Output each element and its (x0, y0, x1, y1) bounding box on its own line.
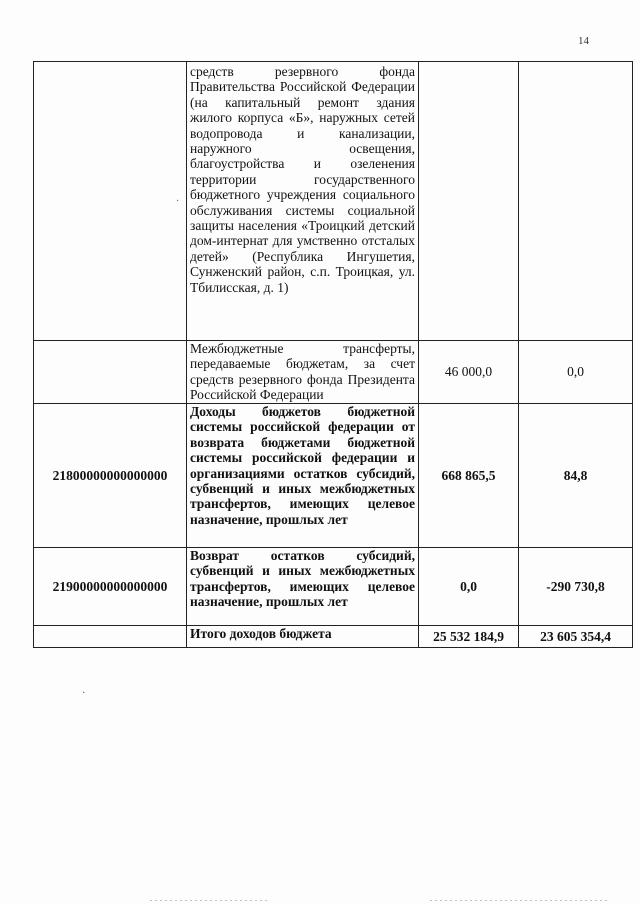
amount-actual-cell: 84,8 (519, 404, 633, 548)
description-text: средств резервного фонда Правительства Российской Федерации (на капитальный ремонт здания жилого корпуса «Б», наружных сетей водопровода и канализации, наружного освещения, благоустройства и озеленения территории государственного бюджетного учреждения социального обслуживания системы социальной защиты населения «Троицкий детский дом-интернат для умственно отсталых детей» (Республика Ингушетия, Сунженский район, с.п. Троицкая, ул. Тбилисская, д. 1) (190, 64, 415, 295)
amount-plan-cell: 668 865,5 (419, 404, 519, 548)
table-row (34, 404, 633, 548)
table-row (34, 62, 633, 341)
amount-actual-cell: -290 730,8 (519, 548, 633, 626)
budget-code-cell (34, 62, 187, 341)
description-cell (187, 626, 419, 648)
description-cell (187, 404, 419, 548)
scan-artifact (150, 900, 270, 901)
total-actual-cell: 23 605 354,4 (519, 626, 633, 648)
scan-speck: · (176, 196, 180, 207)
table-row (34, 341, 633, 404)
amount-plan-cell (419, 62, 519, 341)
description-cell (187, 548, 419, 626)
description-text: Возврат остатков субсидий, субвенций и иных межбюджетных трансфертов, имеющих целевое назначение, прошлых лет (190, 548, 415, 610)
budget-revenue-table (33, 61, 633, 648)
budget-code-cell: 21800000000000000 (34, 404, 187, 548)
description-text: Доходы бюджетов бюджетной системы российской федерации от возврата бюджетами бюджетной системы российской федерации и организациями остатков субсидий, субвенций и иных межбюджетных трансфертов, имеющих целевое назначение, прошлых лет (190, 404, 415, 527)
scan-speck: · (82, 688, 86, 699)
amount-actual-cell (519, 62, 633, 341)
amount-actual-cell: 0,0 (519, 341, 633, 404)
page-number: 14 (578, 35, 589, 47)
budget-code-cell: 21900000000000000 (34, 548, 187, 626)
total-label: Итого доходов бюджета (190, 626, 332, 641)
budget-code-cell (34, 626, 187, 648)
amount-plan-cell: 0,0 (419, 548, 519, 626)
total-plan-cell: 25 532 184,9 (419, 626, 519, 648)
scan-artifact (430, 900, 610, 901)
table-row (34, 626, 633, 648)
budget-code-cell (34, 341, 187, 404)
description-cell (187, 341, 419, 404)
description-text: Межбюджетные трансферты, передаваемые бюджетам, за счет средств резервного фонда Президента Российской Федерации (190, 341, 415, 403)
amount-plan-cell: 46 000,0 (419, 341, 519, 404)
table-row (34, 548, 633, 626)
description-cell (187, 62, 419, 341)
